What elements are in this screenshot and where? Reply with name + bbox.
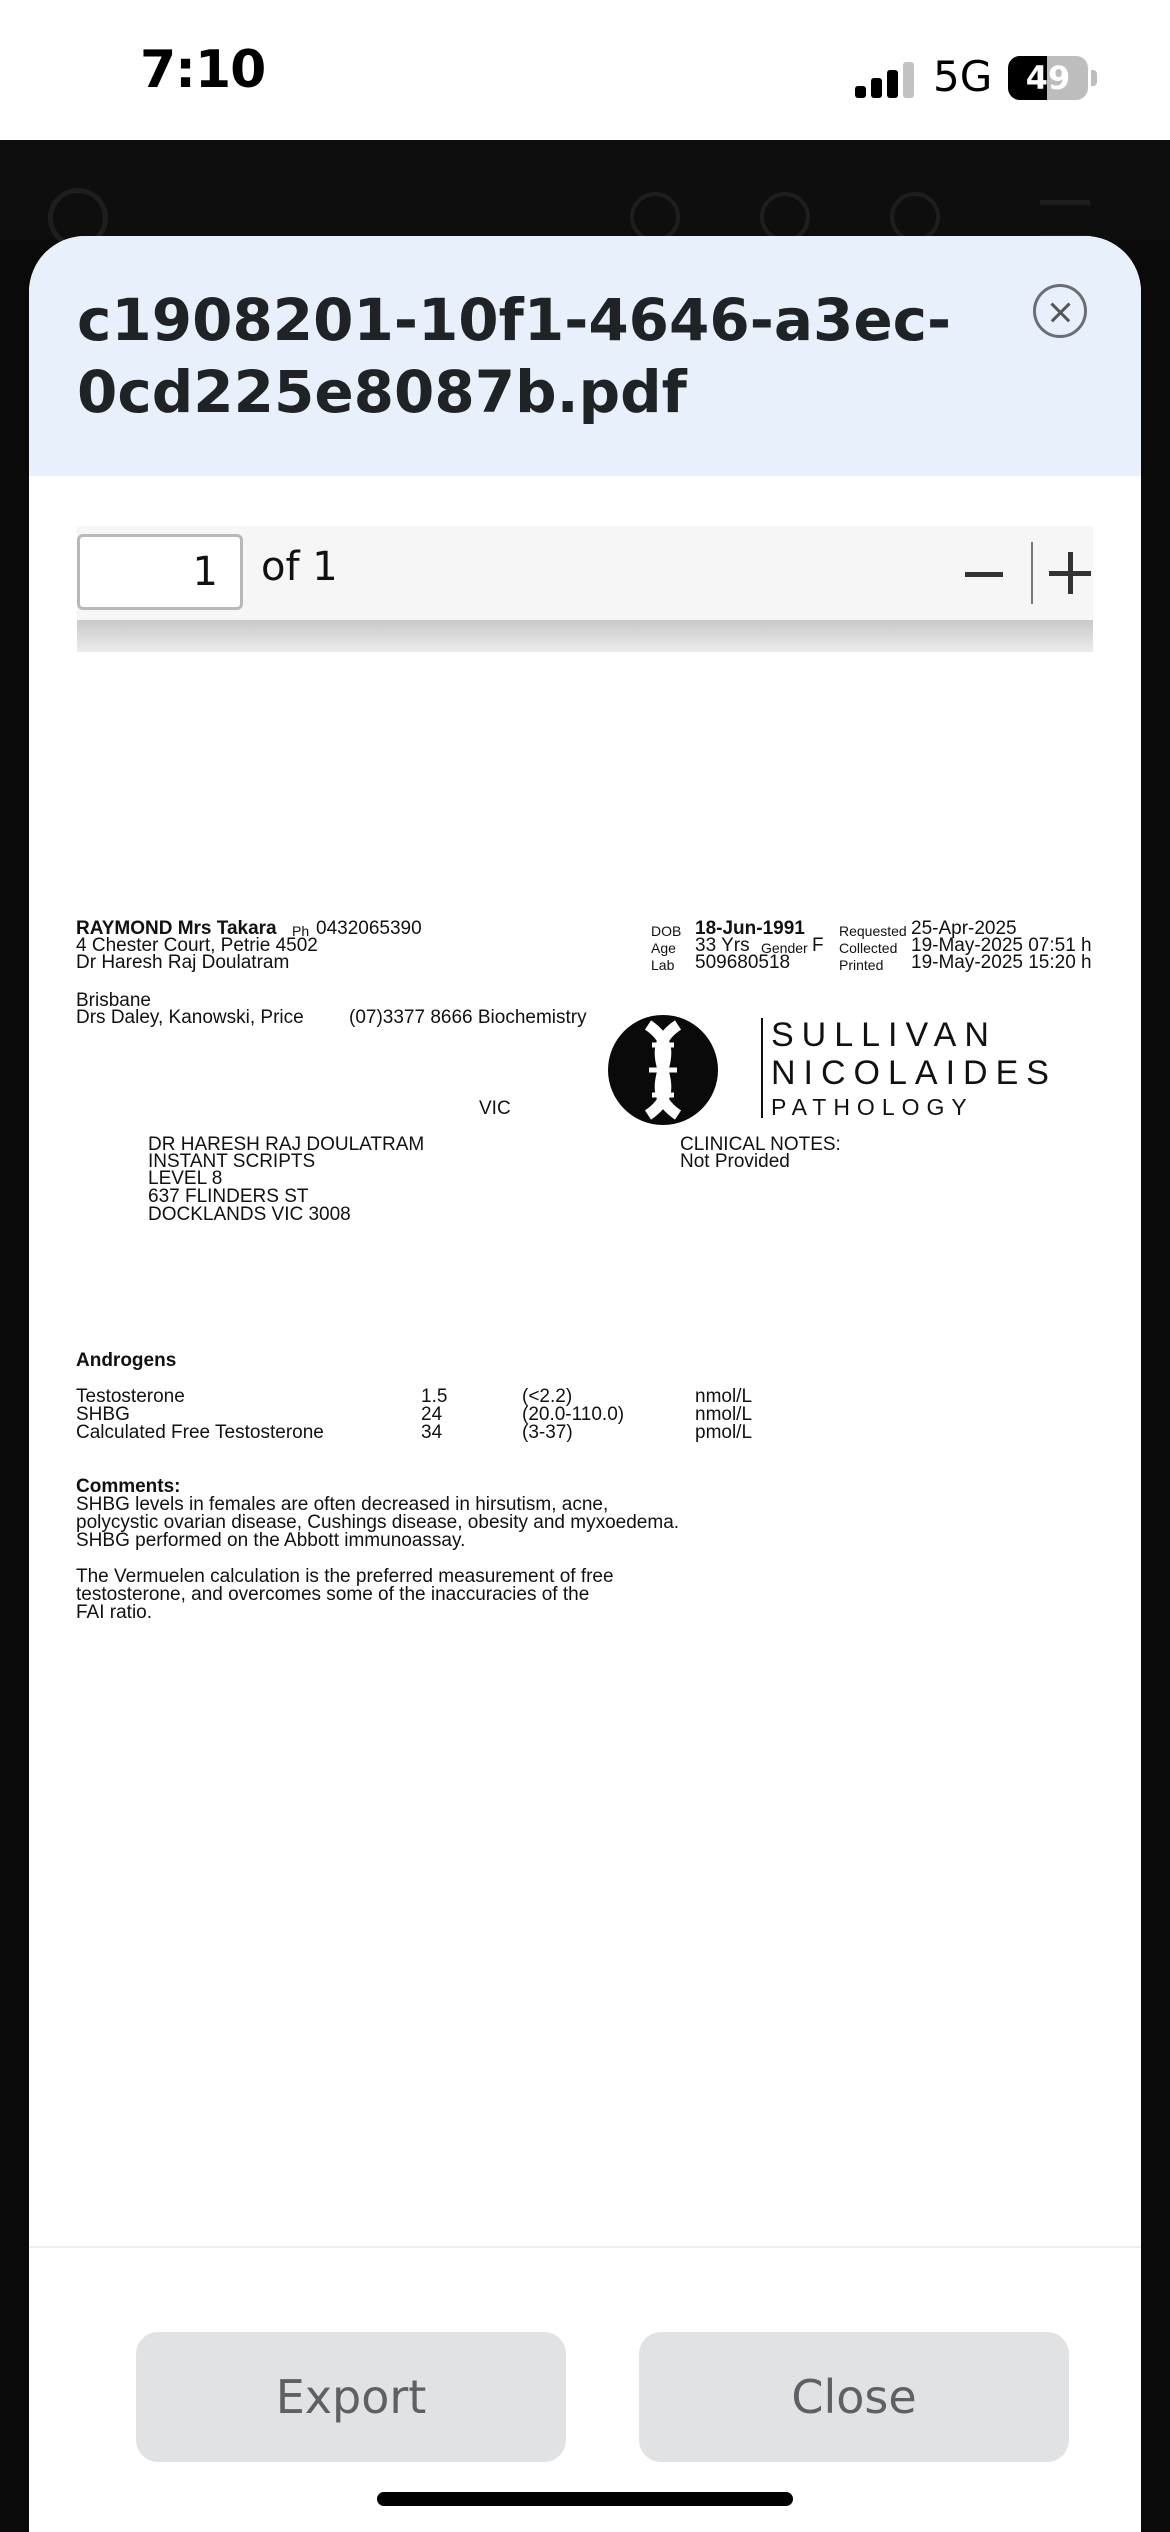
lab-number: 509680518 (695, 952, 791, 973)
close-button[interactable]: Close (639, 2332, 1069, 2462)
result-test: Testosterone (76, 1386, 185, 1407)
toolbar-divider (1031, 542, 1033, 604)
result-value: 1.5 (421, 1386, 448, 1407)
comment-line: testosterone, and overcomes some of the inaccuracies of the (76, 1584, 590, 1605)
comment-line: SHBG levels in females are often decreased in hirsutism, acne, (76, 1494, 609, 1515)
result-unit: nmol/L (695, 1404, 753, 1425)
lab-phone: (07)3377 8666 Biochemistry (349, 1007, 587, 1028)
patient-phone: 0432065390 (316, 918, 422, 939)
export-button[interactable]: Export (136, 2332, 566, 2462)
lab-doctors: Drs Daley, Kanowski, Price (76, 1007, 304, 1028)
patient-address: 4 Chester Court, Petrie 4502 (76, 935, 318, 956)
clinical-notes-value: Not Provided (680, 1151, 790, 1172)
requested-date: 25-Apr-2025 (911, 918, 1017, 939)
result-test: SHBG (76, 1404, 130, 1425)
background-icon (630, 192, 680, 242)
recipient-line: DR HARESH RAJ DOULATRAM (148, 1134, 425, 1155)
recipient-line: 637 FLINDERS ST (148, 1186, 309, 1207)
lab-city: Brisbane (76, 990, 151, 1011)
collected-date: 19-May-2025 07:51 h (911, 935, 1092, 956)
logo-divider (761, 1018, 763, 1118)
patient-name: RAYMOND Mrs Takara (76, 918, 277, 939)
pathology-logo-icon (608, 1015, 718, 1125)
result-range: (3-37) (522, 1422, 573, 1443)
home-indicator (377, 2492, 793, 2506)
dob-value: 18-Jun-1991 (695, 918, 805, 939)
result-range: (<2.2) (522, 1386, 573, 1407)
recipient-line: DOCKLANDS VIC 3008 (148, 1204, 351, 1225)
gender-value: F (812, 935, 824, 956)
sheet-footer (29, 2246, 1141, 2532)
result-unit: nmol/L (695, 1386, 753, 1407)
logo-line-2: NICOLAIDES (771, 1054, 1057, 1092)
toolbar-shadow (77, 620, 1093, 652)
printed-date: 19-May-2025 15:20 h (911, 952, 1092, 973)
network-type: 5G (933, 52, 993, 101)
sheet-header (29, 236, 1141, 476)
comment-line: The Vermuelen calculation is the preferred measurement of free (76, 1566, 614, 1587)
background-app-header (0, 140, 1170, 240)
lab-label: Lab (651, 957, 675, 973)
pdf-viewer-sheet (29, 236, 1141, 2532)
page-number-input[interactable]: 1 (77, 534, 243, 610)
logo-line-3: PATHOLOGY (771, 1094, 974, 1120)
recipient-line: INSTANT SCRIPTS (148, 1151, 316, 1172)
section-title: Androgens (76, 1350, 177, 1371)
result-range: (20.0-110.0) (522, 1404, 625, 1425)
result-value: 24 (421, 1404, 443, 1425)
pdf-toolbar (77, 526, 1093, 620)
printed-label: Printed (839, 957, 884, 973)
comments-label: Comments: (76, 1476, 181, 1497)
zoom-in-icon[interactable] (1049, 552, 1093, 596)
age-label: Age (651, 940, 676, 956)
page-total: of 1 (261, 544, 338, 590)
cellular-signal-icon (855, 58, 915, 98)
status-bar (0, 0, 1170, 140)
gender-label: Gender (761, 940, 808, 956)
file-name-title: c1908201-10f1-4646-a3ec-0cd225e8087b.pdf (77, 286, 952, 426)
close-icon[interactable] (1033, 284, 1087, 338)
logo-line-1: SULLIVAN (771, 1016, 997, 1054)
requested-label: Requested (839, 923, 907, 939)
age-value: 33 Yrs (695, 935, 750, 956)
battery-icon (1008, 56, 1088, 100)
clinical-notes-label: CLINICAL NOTES: (680, 1134, 841, 1155)
background-icon (890, 192, 940, 242)
battery-tip (1091, 70, 1097, 86)
recipient-line: LEVEL 8 (148, 1168, 223, 1189)
menu-icon (1040, 200, 1090, 240)
lab-state: VIC (479, 1098, 511, 1119)
zoom-out-icon[interactable] (965, 554, 1007, 594)
result-test: Calculated Free Testosterone (76, 1422, 324, 1443)
comment-line: polycystic ovarian disease, Cushings disease, obesity and myxoedema. (76, 1512, 680, 1533)
dob-label: DOB (651, 923, 682, 939)
comment-line: FAI ratio. (76, 1602, 153, 1623)
collected-label: Collected (839, 940, 898, 956)
referring-doctor: Dr Haresh Raj Doulatram (76, 952, 290, 973)
status-time: 7:10 (140, 40, 266, 100)
result-value: 34 (421, 1422, 443, 1443)
background-icon (760, 192, 810, 242)
battery-percentage: 49 (1025, 59, 1071, 97)
comment-line: SHBG performed on the Abbott immunoassay. (76, 1530, 466, 1551)
result-unit: pmol/L (695, 1422, 753, 1443)
phone-label: Ph (292, 923, 310, 939)
